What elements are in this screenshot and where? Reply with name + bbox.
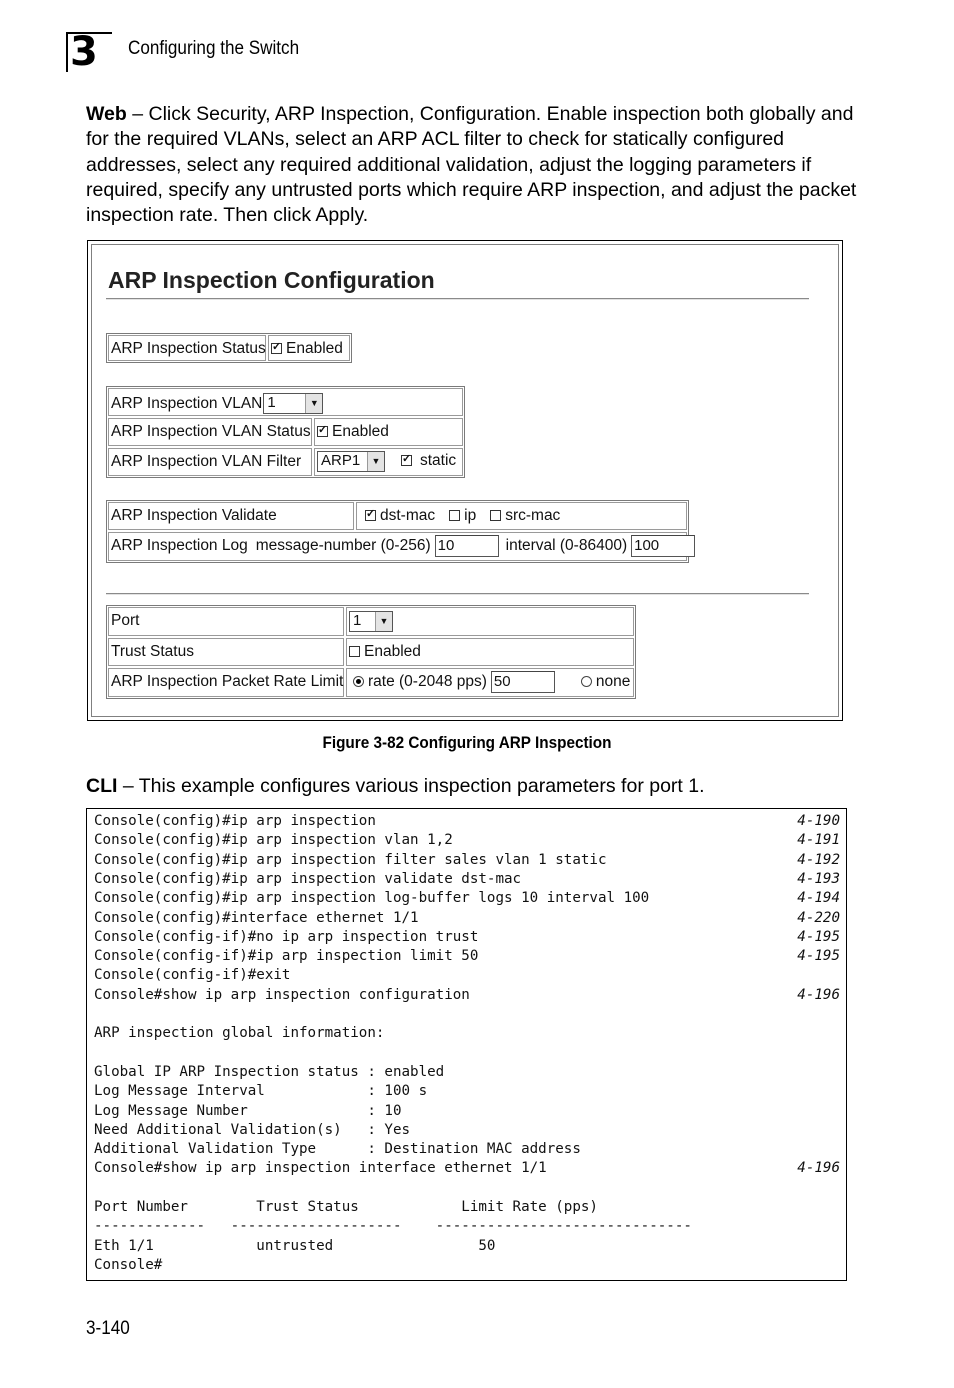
code-command: Console(config)#interface ethernet 1/1 <box>94 909 419 926</box>
vlan-select[interactable] <box>263 393 323 414</box>
static-label: static <box>420 452 457 469</box>
code-command: ARP inspection global information: <box>94 1025 385 1042</box>
code-line <box>94 1198 840 1217</box>
code-line <box>94 1256 840 1275</box>
port-group <box>106 605 636 699</box>
code-command: Console(config-if)#no ip arp inspection trust <box>94 928 479 945</box>
trust-label: Trust Status <box>108 638 344 666</box>
status-enabled-cell[interactable] <box>268 335 350 361</box>
code-line <box>94 1121 840 1140</box>
code-line <box>94 1217 840 1236</box>
rate-radio[interactable] <box>353 676 364 687</box>
vlan-row <box>108 388 463 416</box>
vlan-filter-select[interactable] <box>317 451 385 472</box>
code-command: Console(config)#ip arp inspection validate dst-mac <box>94 870 522 887</box>
code-reference: 4-192 <box>797 851 840 868</box>
code-reference: 4-194 <box>797 890 840 907</box>
none-radio[interactable] <box>581 676 592 687</box>
code-command: Console(config)#ip arp inspection <box>94 813 376 829</box>
figure-caption: Figure 3-82 Configuring ARP Inspection <box>322 733 612 752</box>
port-select-value: 1 <box>353 612 362 629</box>
code-command: Global IP ARP Inspection status : enabled <box>94 1063 445 1080</box>
vlan-status-enabled-label: Enabled <box>332 423 389 440</box>
src-mac-label: src-mac <box>505 507 561 524</box>
ip-checkbox[interactable] <box>449 510 460 521</box>
code-command: Console# <box>94 1256 163 1273</box>
rate-limit-label: ARP Inspection Packet Rate Limit <box>108 668 344 697</box>
code-reference: 4-193 <box>797 870 840 887</box>
page-number: 3-140 <box>86 1318 130 1339</box>
log-label: ARP Inspection Log <box>111 537 248 554</box>
chevron-down-icon: ▼ <box>375 612 392 631</box>
cli-text: – This example configures various inspection parameters for port 1. <box>117 775 705 797</box>
arp-config-screenshot <box>87 240 843 721</box>
rate-input[interactable]: 50 <box>491 671 555 693</box>
screenshot-frame <box>91 244 839 717</box>
code-reference: 4-196 <box>797 1160 840 1177</box>
vlan-status-label: ARP Inspection VLAN Status <box>108 418 312 446</box>
code-line <box>94 1082 840 1101</box>
code-command: Console(config)#ip arp inspection vlan 1,2 <box>94 832 453 849</box>
code-command: Console#show ip arp inspection interface ethernet 1/1 <box>94 1160 547 1177</box>
status-group <box>106 333 352 363</box>
code-command: Port Number Trust Status Limit Rate (pps) <box>94 1199 598 1215</box>
code-command: Console(config)#ip arp inspection filter sales vlan 1 static <box>94 851 607 868</box>
chapter-number-badge <box>66 29 112 75</box>
chevron-down-icon: ▼ <box>305 394 322 413</box>
code-line <box>94 851 840 870</box>
intro-paragraph <box>86 102 866 228</box>
vlan-filter-cell <box>314 448 463 476</box>
code-line <box>94 1024 840 1043</box>
code-line <box>94 1140 840 1159</box>
code-line <box>94 1237 840 1256</box>
interval-label: interval (0-86400) <box>505 537 628 554</box>
log-row <box>108 532 687 561</box>
vlan-status-checkbox[interactable] <box>317 426 328 437</box>
chevron-down-icon: ▼ <box>367 452 384 471</box>
status-label: ARP Inspection Status <box>108 335 266 361</box>
rate-limit-cell <box>346 668 634 697</box>
code-reference: 4-220 <box>797 909 840 926</box>
ip-label: ip <box>464 507 477 524</box>
msg-number-input[interactable]: 10 <box>435 535 499 557</box>
port-label: Port <box>108 607 344 636</box>
chapter-number: 3 <box>70 29 97 75</box>
vlan-status-cell[interactable] <box>314 418 463 446</box>
port-select[interactable] <box>349 611 393 632</box>
dst-mac-checkbox[interactable] <box>365 510 376 521</box>
cli-code-box <box>86 808 847 1281</box>
code-line <box>94 1102 840 1121</box>
code-command: Need Additional Validation(s) : Yes <box>94 1121 411 1138</box>
code-line <box>94 889 840 908</box>
validate-log-group <box>106 500 689 563</box>
vlan-label: ARP Inspection VLAN <box>111 395 263 412</box>
trust-cell[interactable] <box>346 638 634 666</box>
code-command: Console(config-if)#ip arp inspection limit 50 <box>94 948 479 965</box>
validate-label: ARP Inspection Validate <box>108 502 354 530</box>
code-line <box>94 947 840 966</box>
status-enabled-checkbox[interactable] <box>271 343 282 354</box>
code-line <box>94 870 840 889</box>
validate-options <box>356 502 687 530</box>
code-line <box>94 909 840 928</box>
code-command: Console#show ip arp inspection configuration <box>94 986 470 1003</box>
vlan-filter-value: ARP1 <box>321 452 361 469</box>
none-label: none <box>595 673 631 690</box>
src-mac-checkbox[interactable] <box>490 510 501 521</box>
rate-label: rate (0-2048 pps) <box>368 673 487 690</box>
code-line <box>94 812 840 831</box>
interval-input[interactable]: 100 <box>631 535 695 557</box>
code-reference: 4-195 <box>797 948 840 965</box>
code-line <box>94 1063 840 1082</box>
code-command: Eth 1/1 untrusted 50 <box>94 1237 496 1254</box>
intro-text: – Click Security, ARP Inspection, Configuration. Enable inspection both globally and for the required VLANs, select an ARP ACL filter to check for statically configured addresses, select any required additional validation, adjust the logging parameters if required, specify any untrusted ports which require ARP inspection, and adjust the packet inspection rate. Then click Apply. <box>86 103 857 227</box>
code-command: ------------- -------------------- ------------------------------ <box>94 1218 692 1235</box>
vlan-select-value: 1 <box>267 394 276 411</box>
code-command: Additional Validation Type : Destination MAC address <box>94 1141 581 1158</box>
code-command: Console(config-if)#exit <box>94 967 291 984</box>
code-command: Log Message Interval : 100 s <box>94 1083 428 1100</box>
code-reference: 4-191 <box>797 832 840 849</box>
code-reference: 4-190 <box>797 813 840 829</box>
code-line <box>94 966 840 985</box>
code-reference: 4-195 <box>797 928 840 945</box>
msg-number-label: message-number (0-256) <box>255 537 431 554</box>
code-line <box>94 831 840 850</box>
intro-lead: Web <box>86 103 127 125</box>
port-select-cell <box>346 607 634 636</box>
cli-lead: CLI <box>86 775 118 797</box>
trust-enabled-label: Enabled <box>364 643 421 660</box>
section-rule <box>106 593 809 595</box>
vlan-filter-label: ARP Inspection VLAN Filter <box>108 448 312 476</box>
code-line <box>94 1159 840 1178</box>
trust-checkbox[interactable] <box>349 646 360 657</box>
title-rule <box>106 298 809 300</box>
code-reference: 4-196 <box>797 986 840 1003</box>
code-line <box>94 928 840 947</box>
running-title: Configuring the Switch <box>128 38 300 59</box>
vlan-group <box>106 386 465 478</box>
code-command: Console(config)#ip arp inspection log-buffer logs 10 interval 100 <box>94 890 650 907</box>
status-enabled-label: Enabled <box>286 340 343 357</box>
code-line <box>94 986 840 1005</box>
static-checkbox[interactable] <box>401 455 412 466</box>
code-command: Log Message Number : 10 <box>94 1102 402 1119</box>
screenshot-title: ARP Inspection Configuration <box>108 267 435 293</box>
dst-mac-label: dst-mac <box>380 507 436 524</box>
cli-intro <box>86 775 705 798</box>
